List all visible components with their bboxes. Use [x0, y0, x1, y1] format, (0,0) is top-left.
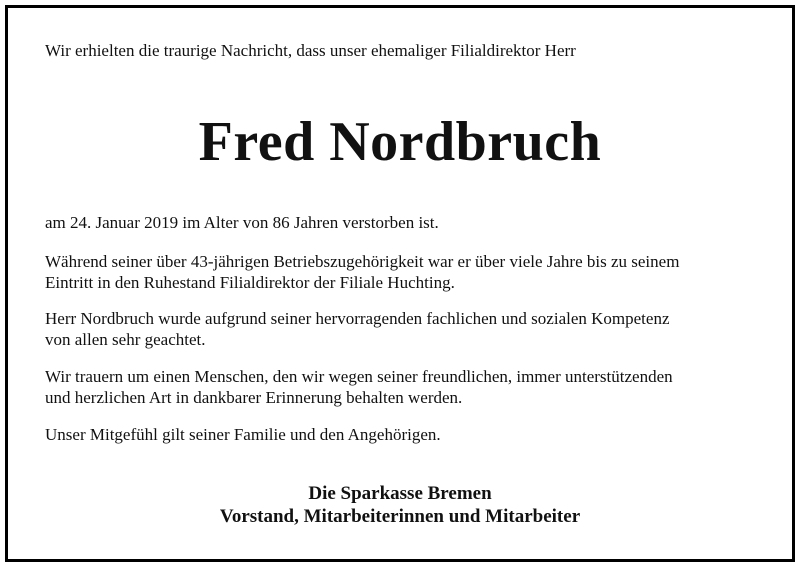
paragraph-line: Wir trauern um einen Menschen, den wir wegen seiner freundlichen, immer unterstützenden — [45, 367, 673, 386]
paragraph-career — [45, 251, 769, 293]
paragraph-line: Während seiner über 43-jährigen Betriebszugehörigkeit war er über viele Jahre bis zu seinem — [45, 252, 680, 271]
paragraph-line: Unser Mitgefühl gilt seiner Familie und den Angehörigen. — [45, 425, 441, 444]
signature-block — [8, 482, 792, 528]
paragraph-line: und herzlichen Art in dankbarer Erinnerung behalten werden. — [45, 388, 463, 407]
paragraph-line: von allen sehr geachtet. — [45, 330, 206, 349]
intro-text: Wir erhielten die traurige Nachricht, dass unser ehemaliger Filialdirektor Herr — [45, 41, 576, 60]
obituary-notice — [5, 5, 795, 562]
date-line: am 24. Januar 2019 im Alter von 86 Jahren verstorben ist. — [45, 213, 439, 232]
deceased-name: Fred Nordbruch — [198, 111, 602, 173]
paragraph-condolence — [45, 424, 769, 445]
signature-organization: Die Sparkasse Bremen — [308, 483, 492, 504]
paragraph-mourning — [45, 366, 769, 408]
paragraph-line: Herr Nordbruch wurde aufgrund seiner hervorragenden fachlichen und sozialen Kompetenz — [45, 309, 670, 328]
paragraph-line: Eintritt in den Ruhestand Filialdirektor der Filiale Huchting. — [45, 273, 455, 292]
signature-staff: Vorstand, Mitarbeiterinnen und Mitarbeiter — [219, 506, 581, 527]
paragraph-respect — [45, 308, 769, 350]
